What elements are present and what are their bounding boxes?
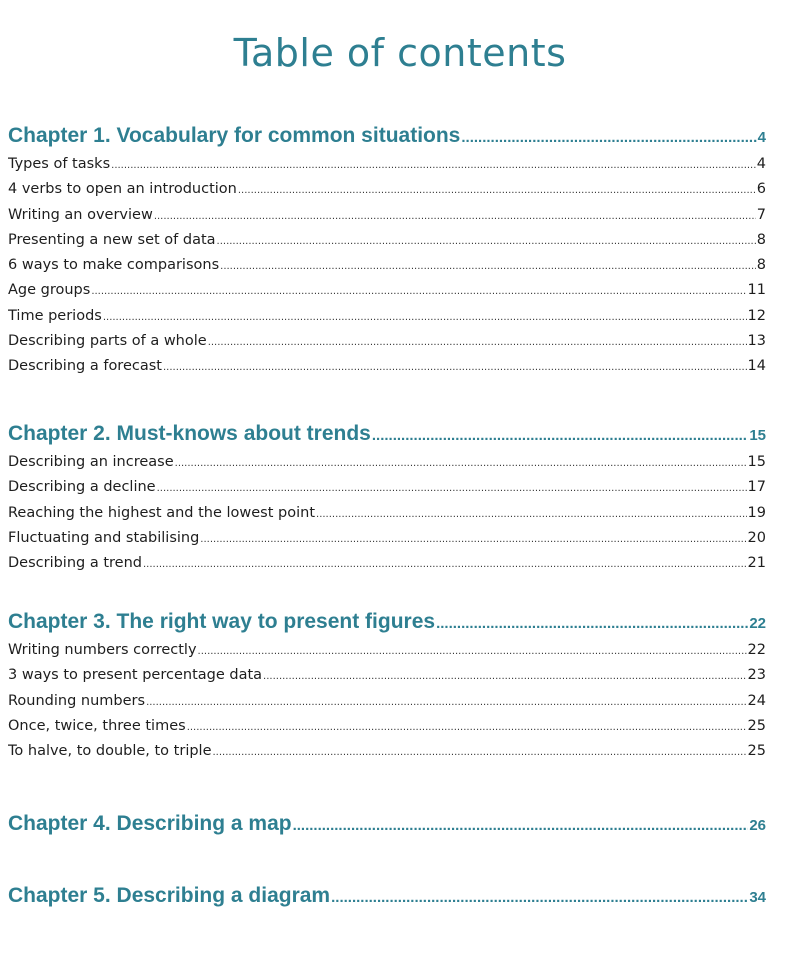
chapter-3-link[interactable]	[8, 606, 766, 638]
dot-leader	[200, 527, 746, 551]
dot-leader	[187, 715, 747, 739]
toc-entry[interactable]	[8, 526, 766, 551]
entry-page-number: 13	[747, 333, 766, 350]
toc-entry[interactable]	[8, 739, 766, 764]
dot-leader	[198, 639, 747, 663]
dot-leader	[91, 279, 746, 303]
entry-page-number: 22	[747, 642, 766, 658]
chapter-page-number: 26	[749, 817, 766, 834]
entry-page-number: 24	[747, 692, 766, 709]
entry-label: Time periods	[8, 307, 102, 324]
toc-entry[interactable]	[8, 450, 766, 475]
entry-page-number: 17	[747, 479, 766, 496]
dot-leader	[146, 690, 746, 714]
entry-label: Describing a forecast	[8, 358, 162, 375]
entry-label: Fluctuating and stabilising	[8, 529, 200, 546]
dot-leader	[143, 552, 747, 576]
toc-entry[interactable]	[8, 354, 766, 379]
entry-label: Writing numbers correctly	[8, 642, 197, 658]
dot-leader	[293, 810, 749, 840]
entry-page-number: 4	[756, 156, 766, 172]
toc-entry[interactable]	[8, 551, 766, 576]
entry-page-number: 15	[747, 454, 766, 470]
chapter-4-section	[8, 808, 766, 840]
entry-label: 6 ways to make comparisons	[8, 257, 220, 274]
entry-label: Presenting a new set of data	[8, 231, 216, 248]
dot-leader	[157, 476, 747, 500]
entry-page-number: 6	[756, 181, 766, 198]
entry-label: Types of tasks	[8, 156, 111, 172]
toc-entry[interactable]	[8, 177, 766, 202]
entry-page-number: 21	[747, 555, 766, 572]
dot-leader	[154, 204, 756, 228]
entry-page-number: 25	[747, 743, 766, 760]
toc-entry[interactable]	[8, 689, 766, 714]
chapter-page-number: 15	[749, 427, 766, 444]
entry-label: Describing a decline	[8, 479, 156, 496]
entry-page-number: 19	[747, 504, 766, 521]
dot-leader	[217, 229, 756, 253]
toc-entry[interactable]	[8, 638, 766, 663]
chapter-2-section	[8, 418, 766, 576]
entry-label: Reaching the highest and the lowest point	[8, 504, 316, 521]
chapter-title: Chapter 3. The right way to present figures	[8, 610, 436, 633]
entry-label: Once, twice, three times	[8, 717, 186, 734]
toc-entry[interactable]	[8, 475, 766, 500]
toc-entry[interactable]	[8, 714, 766, 739]
entry-label: 4 verbs to open an introduction	[8, 181, 237, 198]
dot-leader	[238, 178, 756, 202]
dot-leader	[263, 664, 747, 688]
document-title: Table of contents	[233, 31, 567, 75]
entry-page-number: 12	[747, 307, 766, 324]
entry-label: Age groups	[8, 282, 91, 299]
chapter-title: Chapter 4. Describing a map	[8, 812, 292, 835]
dot-leader	[316, 502, 747, 526]
chapter-5-link[interactable]	[8, 880, 766, 912]
entry-label: Writing an overview	[8, 206, 153, 223]
dot-leader	[213, 740, 747, 764]
toc-entry[interactable]	[8, 152, 766, 177]
dot-leader	[175, 451, 747, 475]
dot-leader	[331, 882, 748, 912]
entry-page-number: 11	[747, 282, 766, 299]
entry-label: To halve, to double, to triple	[8, 743, 212, 760]
chapter-1-link[interactable]	[8, 120, 766, 152]
toc-entry[interactable]	[8, 304, 766, 329]
dot-leader	[220, 254, 756, 278]
chapter-4-link[interactable]	[8, 808, 766, 840]
chapter-page-number: 4	[757, 129, 766, 146]
entry-page-number: 25	[747, 717, 766, 734]
entry-page-number: 14	[747, 358, 766, 375]
dot-leader	[208, 330, 747, 354]
chapter-2-link[interactable]	[8, 418, 766, 450]
dot-leader	[436, 608, 748, 638]
chapter-title: Chapter 1. Vocabulary for common situations	[8, 124, 461, 147]
entry-page-number: 8	[756, 231, 766, 248]
dot-leader	[103, 305, 747, 329]
entry-page-number: 7	[756, 206, 766, 223]
dot-leader	[461, 122, 756, 152]
chapter-title: Chapter 2. Must-knows about trends	[8, 422, 371, 445]
chapter-5-section	[8, 880, 766, 912]
dot-leader	[111, 153, 756, 177]
entry-page-number: 23	[747, 667, 766, 684]
chapter-title: Chapter 5. Describing a diagram	[8, 884, 331, 907]
entry-label: Rounding numbers	[8, 692, 146, 709]
entry-label: Describing a trend	[8, 555, 142, 572]
dot-leader	[163, 355, 747, 379]
entry-label: Describing an increase	[8, 454, 174, 470]
chapter-1-section	[8, 120, 766, 380]
toc-entry[interactable]	[8, 253, 766, 278]
toc-entry[interactable]	[8, 228, 766, 253]
entry-page-number: 20	[747, 529, 766, 546]
entry-page-number: 8	[756, 257, 766, 274]
dot-leader	[372, 420, 748, 450]
chapter-page-number: 22	[749, 615, 766, 632]
toc-entry[interactable]	[8, 501, 766, 526]
toc-entry[interactable]	[8, 329, 766, 354]
toc-entry[interactable]	[8, 663, 766, 688]
entry-label: 3 ways to present percentage data	[8, 667, 263, 684]
toc-entry[interactable]	[8, 203, 766, 228]
chapter-page-number: 34	[749, 889, 766, 906]
toc-entry[interactable]	[8, 278, 766, 303]
chapter-3-section	[8, 606, 766, 764]
entry-label: Describing parts of a whole	[8, 333, 207, 350]
